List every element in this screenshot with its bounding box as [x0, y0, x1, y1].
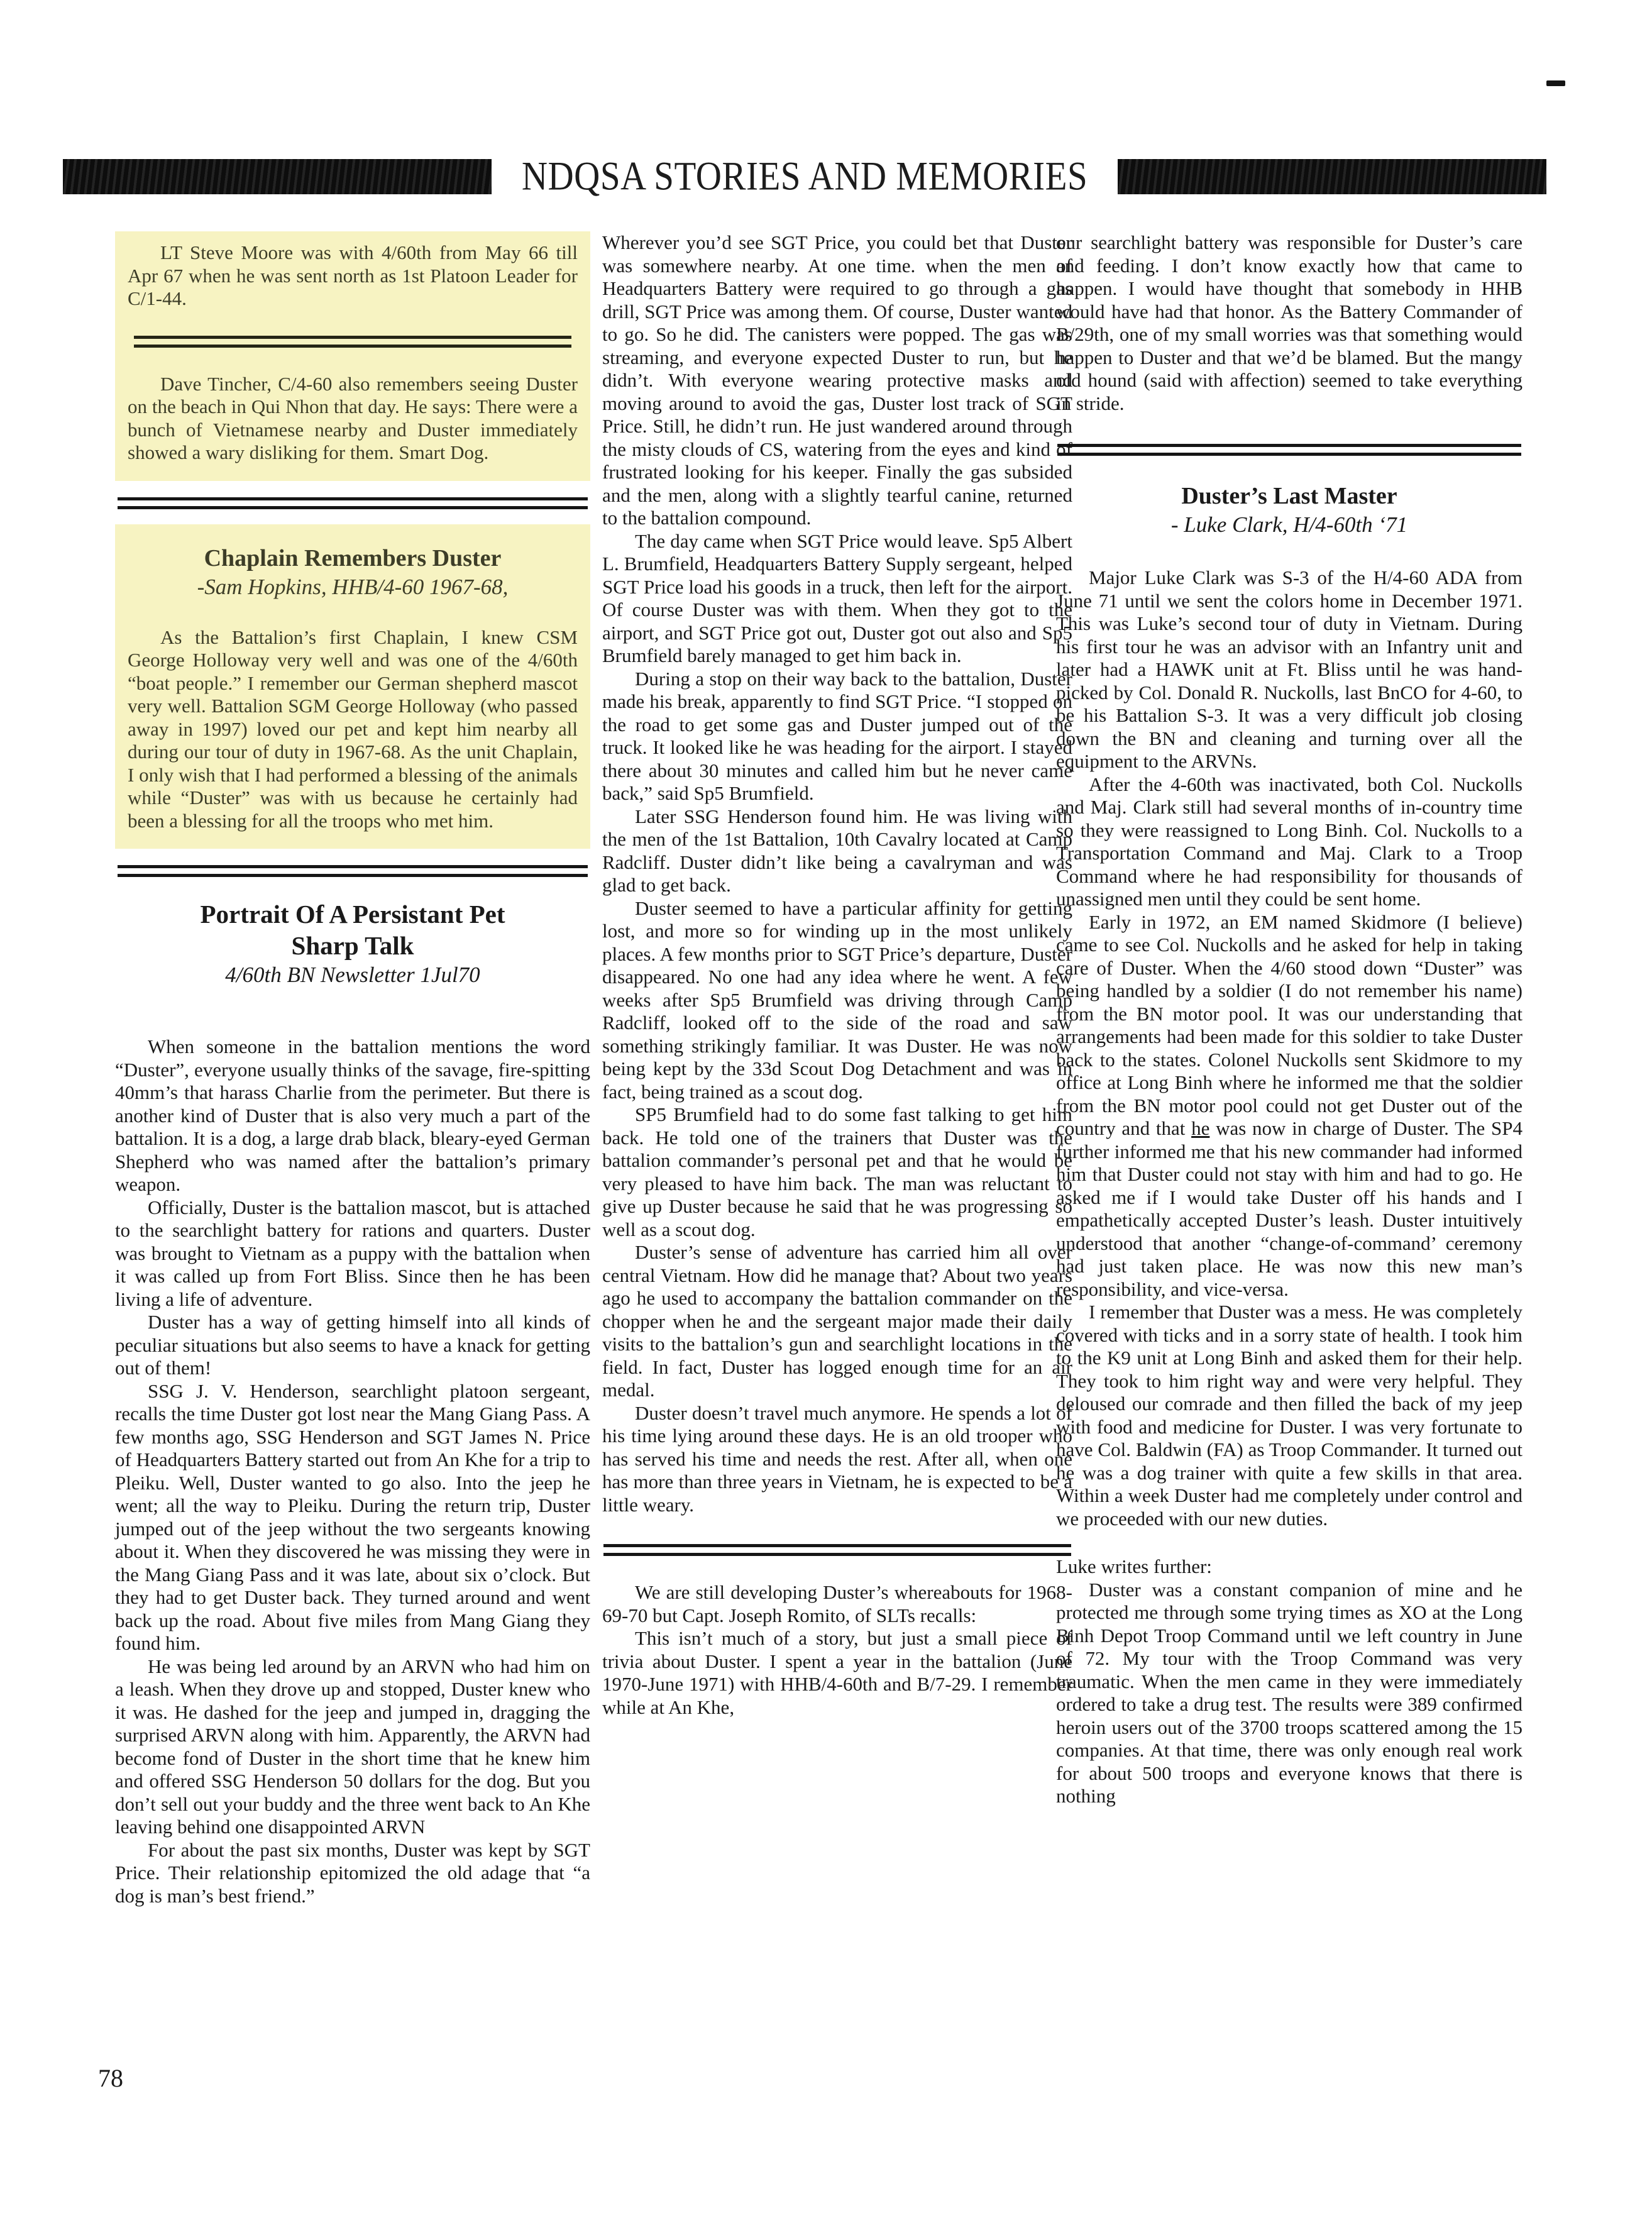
- body-paragraph: Wherever you’d see SGT Price, you could bet that Duster was somewhere nearby. At one time. when the men of Headquarters Battery were required to go through a gas drill, SGT Price was among them. Of course, Duster wanted to go. So he did. The canisters were popped. The gas was streaming, and everyone expected Duster to run, but he didn’t. With everyone wearing protective masks and moving around to avoid the gas, Duster lost track of SGT Price. Still, he didn’t run. He just wandered around through the misty clouds of CS, watering from the eyes and kind of frustrated looking for his keeper. Finally the gas subsided and the men, along with a slightly tearful canine, returned to the battalion compound.: [602, 231, 1072, 529]
- column-middle: [602, 231, 1072, 1719]
- divider-rule: [603, 1544, 1071, 1556]
- page-number: 78: [98, 2064, 123, 2092]
- divider-rule: [1057, 444, 1521, 456]
- body-paragraph: After the 4-60th was inactivated, both Col. Nuckolls and Maj. Clark still had several months of in-country time so they were reassigned to Long Binh. Col. Nuckolls to a Transportation Command and Maj. Clark to a Troop Command where he had responsibility for thousands of unassigned men until they could be sent home.: [1056, 773, 1523, 910]
- body-paragraph: SP5 Brumfield had to do some fast talking to get him back. He told one of the trainers that Duster was the battalion commander’s personal pet and that he would be very pleased to have him back. The man was reluctant to give up Duster because he said that he was progressing so well as a scout dog.: [602, 1103, 1072, 1240]
- section-heading-portrait: [115, 898, 590, 989]
- divider-rule: [134, 336, 571, 348]
- highlight-box-notes: [115, 231, 590, 481]
- note-lt-steve-moore: LT Steve Moore was with 4/60th from May 66 till Apr 67 when he was sent north as 1st Platoon Leader for C/1-44.: [128, 241, 578, 309]
- body-paragraph: For about the past six months, Duster was kept by SGT Price. Their relationship epitomized the old adage that “a dog is man’s best friend.”: [115, 1838, 590, 1907]
- body-paragraph: SSG J. V. Henderson, searchlight platoon sergeant, recalls the time Duster got lost near the Mang Giang Pass. A few months ago, SSG Henderson and SGT James N. Price of Headquarters Battery started out from An Khe for a trip to Pleiku. Well, Duster wanted to go also. Into the jeep he went; all the way to Pleiku. During the return trip, Duster jumped out of the jeep without the two sergeants knowing about it. When they discovered he was missing they were in the Mang Giang Pass and it was late, about six o’clock. But they had to get Duster back. They turned around and went back up the road. About five miles from Mang Giang they found him.: [115, 1379, 590, 1654]
- paragraph-segment: Early in 1972, an EM named Skidmore (I believe) came to see Col. Nuckolls and he asked for help in taking care of Duster. When the 4/60 stood down “Duster” was being handled by a soldier (I do not remember his name) from the BN motor pool. It was our understanding that arrangements had been made for this soldier to take Duster back to the states. Colonel Nuckolls sent Skidmore to my office at Long Binh where he informed me that the soldier from the BN motor pool could not get Duster out of the country and that: [1056, 910, 1523, 1139]
- header-left-bar: [63, 159, 492, 194]
- body-paragraph: Later SSG Henderson found him. He was living with the men of the 1st Battalion, 10th Cavalry located at Camp Radcliff. Duster didn’t like being a cavalryman and was glad to get back.: [602, 805, 1072, 896]
- body-paragraph: The day came when SGT Price would leave. Sp5 Albert L. Brumfield, Headquarters Battery Supply sergeant, helped SGT Price load his goods in a truck, then left for the airport. Of course Duster was with them. When they got to the airport, and SGT Price got out, Duster got out also and Sp5 Brumfield barely managed to get him back in.: [602, 529, 1072, 666]
- body-paragraph: This isn’t much of a story, but just a small piece of trivia about Duster. I spent a year in the battalion (June 1970-June 1971) with HHB/4-60th and B/7-29. I remember while at An Khe,: [602, 1627, 1072, 1718]
- column-left: [115, 231, 590, 1907]
- underlined-word: he: [1191, 1117, 1210, 1139]
- portrait-byline: 4/60th BN Newsletter 1Jul70: [225, 963, 480, 987]
- page-header: [63, 153, 1546, 199]
- scan-artifact-dash: [1546, 80, 1565, 86]
- byline-sam-hopkins: -Sam Hopkins, HHB/4-60 1967-68,: [197, 574, 509, 599]
- body-paragraph: During a stop on their way back to the battalion, Duster made his break, apparently to find SGT Price. “I stopped on the road to get some gas and Duster jumped out of the truck. It looked like he was heading for the airport. I stayed there about 30 minutes and called him but he never came back,” said Sp5 Brumfield.: [602, 667, 1072, 804]
- page-title: NDQSA STORIES AND MEMORIES: [521, 153, 1088, 199]
- chaplain-body: As the Battalion’s first Chaplain, I knew CSM George Holloway very well and was one of the 4/60th “boat people.” I remember our German shepherd mascot very well. Battalion SGM George Holloway (who passed away in 1997) loved our pet and kept him nearby all during our tour of duty in 1967-68. As the unit Chaplain, I only wish that I had performed a blessing of the animals while “Duster” was with us because he certainly had been a blessing for all the troops who met him.: [128, 626, 578, 832]
- body-paragraph: When someone in the battalion mentions the word “Duster”, everyone usually thinks of the savage, fire-spitting 40mm’s that harass Charlie from the perimeter. But there is another kind of Duster that is also very much a part of the battalion. It is a dog, a large drab black, bleary-eyed German Shepherd who was named after the battalion’s primary weapon.: [115, 1035, 590, 1195]
- body-paragraph: He was being led around by an ARVN who had him on a leash. When they drove up and stopped, Duster knew who it was. He dashed for the jeep and jumped in, dragging the surprised ARVN along with him. Apparently, the ARVN had become fond of Duster in the short time that he knew him and offered SSG Henderson 50 dollars for the dog. But you don’t sell out your buddy and the three went back to An Khe leaving behind one disappointed ARVN: [115, 1655, 590, 1838]
- body-paragraph: Duster’s sense of adventure has carried him all over central Vietnam. How did he manage that? About two years ago he used to accompany the battalion commander on the chopper when he and the sergeant major made their daily visits to the battalion’s gun and searchlight locations in the field. In fact, Duster has logged enough time for an air medal.: [602, 1241, 1072, 1401]
- body-paragraph: Major Luke Clark was S-3 of the H/4-60 ADA from June 71 until we sent the colors home in December 1971. This was Luke’s second tour of duty in Vietnam. During his first tour he was an advisor with an Infantry unit and later had a HAWK unit at Ft. Bliss until he was hand-picked by Col. Donald R. Nuckolls, last BnCO for 4-60, to be his Battalion S-3. It was a very difficult job closing down the BN and cleaning and turning over all the equipment to the ARVNs.: [1056, 566, 1523, 772]
- body-paragraph: We are still developing Duster’s whereabouts for 1968-69-70 but Capt. Joseph Romito, of SLTs recalls:: [602, 1581, 1072, 1626]
- body-paragraph: [1056, 911, 1523, 1301]
- section-heading-chaplain: Chaplain Remembers Duster: [204, 544, 502, 571]
- body-paragraph: I remember that Duster was a mess. He was completely covered with ticks and in a sorry state of health. I took him to the K9 unit at Long Binh and asked them for their help. They took to him right way and were very helpful. They deloused our comrade and then filled the back of my jeep with food and medicine for Duster. I was very fortunate to have Col. Baldwin (FA) as Troop Commander. It turned out he was a dog trainer with quite a few skills in that area. Within a week Duster had me completely under control and we proceeded with our new duties.: [1056, 1301, 1523, 1530]
- body-paragraph: Duster has a way of getting himself into all kinds of peculiar situations but also seems to have a knack for getting out of them!: [115, 1311, 590, 1379]
- body-paragraph: our searchlight battery was responsible for Duster’s care and feeding. I don’t know exactly how that came to happen. I would have thought that somebody in HHB would have had that honor. As the Battery Commander of B/29th, one of my small worries was that something would happen to Duster and that we’d be blamed. But the mangy old hound (said with affection) seemed to take everything in stride.: [1056, 231, 1523, 414]
- body-paragraph: Officially, Duster is the battalion mascot, but is attached to the searchlight battery for rations and quarters. Duster was brought to Vietnam as a puppy with the battalion when it was called up from Fort Bliss. Since then he has been living a life of adventure.: [115, 1196, 590, 1310]
- column-right: [1056, 231, 1523, 1808]
- byline-luke-clark: - Luke Clark, H/4-60th ‘71: [1170, 512, 1408, 537]
- luke-writes-further-label: Luke writes further:: [1056, 1555, 1212, 1577]
- divider-rule: [118, 865, 588, 877]
- paragraph-segment: was now in charge of Duster. The SP4 further informed me that his new commander had informed him that Duster could not stay with him and had to go. He asked me if I would take Duster off his hands and I empathetically accepted Duster’s leash. Duster intuitively understood that another “change-of-command’ ceremony had just taken place. He was now this new man’s responsibility, and vice-versa.: [1056, 1117, 1523, 1300]
- last-master-heading: Duster’s Last Master: [1181, 483, 1397, 509]
- body-paragraph: Duster doesn’t travel much anymore. He spends a lot of his time lying around these days. He is an old trooper who has served his time and needs the rest. After all, when one has more than three years in Vietnam, he is expected to be a little weary.: [602, 1401, 1072, 1516]
- portrait-heading-line2: Sharp Talk: [291, 931, 414, 960]
- section-heading-last-master: [1056, 481, 1523, 539]
- note-dave-tincher: Dave Tincher, C/4-60 also remembers seeing Duster on the beach in Qui Nhon that day. He says: There were a bunch of Vietnamese nearby and Duster immediately showed a wary disliking for them. Smart Dog.: [128, 372, 578, 463]
- body-paragraph: Duster was a constant companion of mine and he protected me through some trying times as XO at the Long Binh Depot Troop Command until we left country in June of 72. My tour with the Troop Command was very traumatic. When the men came in they were immediately ordered to take a drug test. The results were 389 confirmed heroin users out of the 3700 troops scattered among the 15 companies. At that time, there was only enough real work for about 500 troops and everyone knows that there is nothing: [1056, 1578, 1523, 1807]
- portrait-heading-line1: Portrait Of A Persistant Pet: [200, 900, 505, 929]
- body-paragraph: Duster seemed to have a particular affinity for getting lost, and more so for winding up in the most unlikely places. A few months prior to SGT Price’s departure, Duster disappeared. No one had any idea where he went. A few weeks after Sp5 Brumfield was driving through Camp Radcliff, looked off to the side of the road and saw something strikingly familiar. It was Duster. He was now being kept by the 33d Scout Dog Detachment and was in fact, being trained as a scout dog.: [602, 897, 1072, 1103]
- divider-rule: [118, 497, 588, 509]
- header-right-bar: [1118, 159, 1546, 194]
- highlight-box-chaplain: [115, 524, 590, 849]
